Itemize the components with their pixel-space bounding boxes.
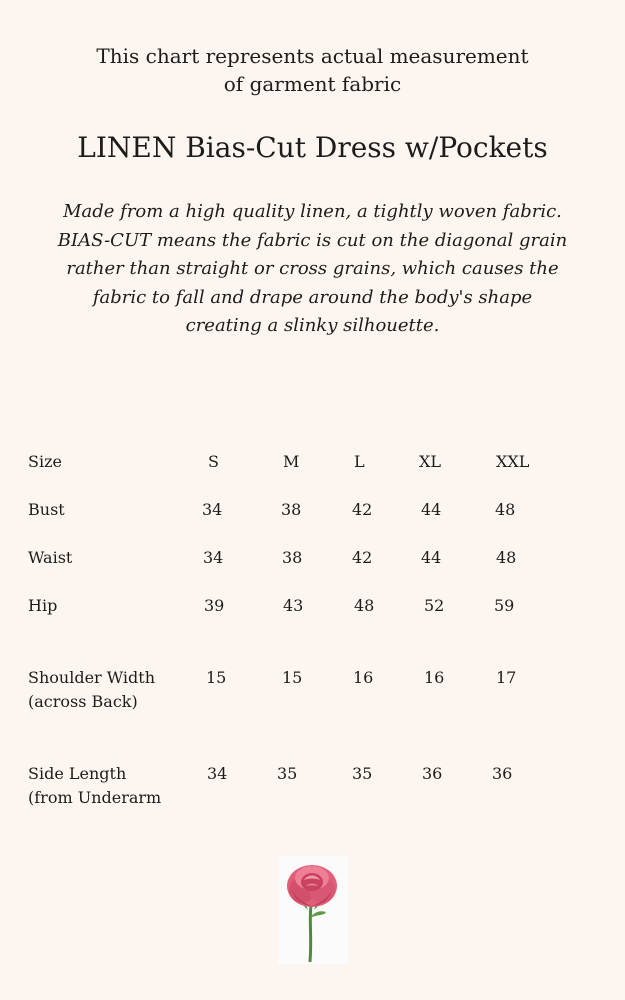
size-header-label: Size xyxy=(28,452,62,471)
shoulder-xl: 16 xyxy=(424,668,445,687)
intro-line-1: This chart represents actual measurement xyxy=(96,44,529,68)
row-label-shoulder-width-line-2: (across Back) xyxy=(28,692,138,711)
hip-xl: 52 xyxy=(424,596,445,615)
row-label-hip-text: Hip xyxy=(28,596,58,615)
row-label-bust xyxy=(28,498,65,522)
row-label-side-length xyxy=(28,762,161,810)
side-length-xl: 36 xyxy=(422,764,443,783)
bust-xl: 44 xyxy=(421,500,442,519)
rose-illustration xyxy=(278,856,348,964)
size-header-xxl: XXL xyxy=(496,452,530,471)
bust-m: 38 xyxy=(281,500,302,519)
side-length-l: 35 xyxy=(352,764,373,783)
side-length-s: 34 xyxy=(207,764,228,783)
row-label-hip xyxy=(28,594,57,618)
size-header-s: S xyxy=(208,452,219,471)
waist-m: 38 xyxy=(282,548,303,567)
intro-line-2: of garment fabric xyxy=(223,72,402,96)
side-length-xxl: 36 xyxy=(492,764,513,783)
hip-s: 39 xyxy=(204,596,225,615)
hip-l: 48 xyxy=(354,596,375,615)
hip-m: 43 xyxy=(283,596,304,615)
waist-l: 42 xyxy=(352,548,373,567)
hip-xxl: 59 xyxy=(494,596,515,615)
description-line-4: fabric to fall and drape around the body's shape xyxy=(92,286,533,308)
shoulder-s: 15 xyxy=(206,668,227,687)
page-title: LINEN Bias-Cut Dress w/Pockets xyxy=(77,131,548,164)
bust-xxl: 48 xyxy=(495,500,516,519)
row-label-shoulder-width-line-1: Shoulder Width xyxy=(28,668,156,687)
rose-image xyxy=(278,856,348,964)
waist-xl: 44 xyxy=(421,548,442,567)
waist-s: 34 xyxy=(203,548,224,567)
waist-xxl: 48 xyxy=(496,548,517,567)
description-line-3: rather than straight or cross grains, which causes the xyxy=(66,258,559,279)
row-label-shoulder-width xyxy=(28,666,155,714)
intro-text xyxy=(0,42,625,98)
product-description xyxy=(0,198,625,341)
shoulder-l: 16 xyxy=(353,668,374,687)
shoulder-xxl: 17 xyxy=(496,668,517,687)
size-header-l: L xyxy=(354,452,365,471)
row-label-waist-text: Waist xyxy=(28,548,73,567)
description-line-2: BIAS-CUT means the fabric is cut on the diagonal grain xyxy=(57,229,568,251)
shoulder-m: 15 xyxy=(282,668,303,687)
row-label-side-length-line-2: (from Underarm xyxy=(28,788,162,807)
row-label-bust-text: Bust xyxy=(28,500,65,519)
description-line-5: creating a slinky silhouette. xyxy=(185,315,440,336)
size-header-xl: XL xyxy=(419,452,442,471)
row-label-waist xyxy=(28,546,72,570)
size-header-m: M xyxy=(283,452,300,471)
description-line-1: Made from a high quality linen, a tightly woven fabric. xyxy=(63,201,562,222)
bust-s: 34 xyxy=(202,500,223,519)
row-label-side-length-line-1: Side Length xyxy=(28,764,127,783)
bust-l: 42 xyxy=(352,500,373,519)
side-length-m: 35 xyxy=(277,764,298,783)
